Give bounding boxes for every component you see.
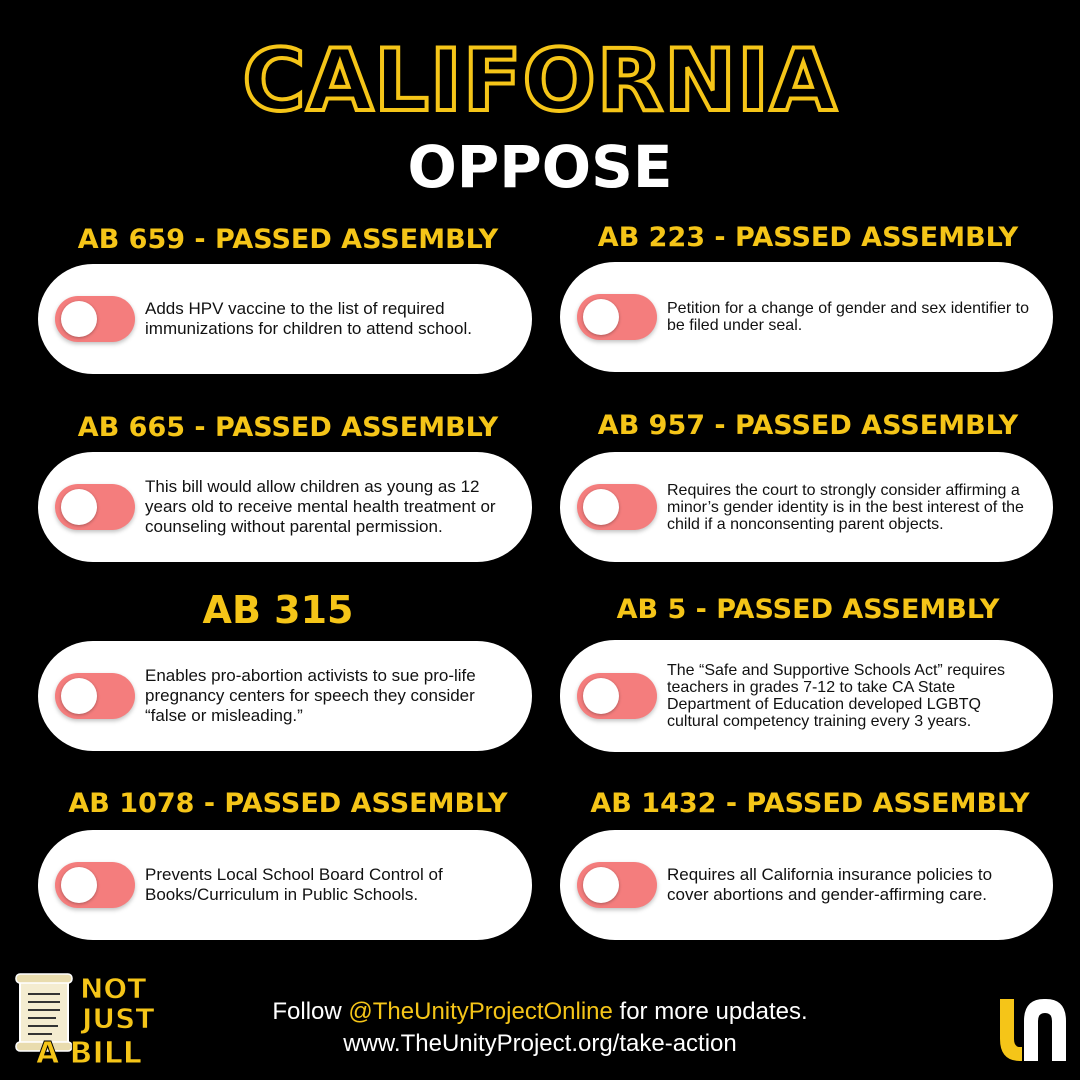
toggle-switch[interactable] bbox=[55, 296, 135, 342]
bill-description: Requires all California insurance policies to cover abortions and gender-affirming care. bbox=[667, 865, 993, 904]
toggle-knob bbox=[583, 867, 619, 903]
bill-heading-ab1078: AB 1078 - PASSED ASSEMBLY bbox=[68, 788, 508, 819]
bill-description: This bill would allow children as young as 12 years old to receive mental health treatment or counseling without parental permission. bbox=[145, 477, 496, 536]
bill-card-ab659 bbox=[38, 264, 532, 374]
footer-follow-prefix: Follow bbox=[272, 998, 349, 1025]
toggle-knob bbox=[61, 301, 97, 337]
bill-heading-ab223: AB 223 - PASSED ASSEMBLY bbox=[597, 222, 1019, 253]
toggle-knob bbox=[583, 678, 619, 714]
bill-card-ab957 bbox=[560, 452, 1053, 562]
bill-description: The “Safe and Supportive Schools Act” requires teachers in grades 7-12 to take CA State Department of Education developed LGBTQ cultural competency training every 3 years. bbox=[667, 662, 1005, 730]
bill-description: Adds HPV vaccine to the list of required immunizations for children to attend school. bbox=[145, 299, 472, 338]
bill-heading-ab659: AB 659 - PASSED ASSEMBLY bbox=[77, 224, 499, 255]
footer-follow-line bbox=[210, 998, 870, 1026]
toggle-switch[interactable] bbox=[55, 484, 135, 530]
bill-heading-ab957: AB 957 - PASSED ASSEMBLY bbox=[597, 410, 1019, 441]
toggle-switch[interactable] bbox=[577, 673, 657, 719]
page-subtitle: OPPOSE bbox=[407, 133, 673, 201]
bill-description: Requires the court to strongly consider affirming a minor’s gender identity is in the best interest of the child if a nonconsenting parent objects. bbox=[667, 481, 1024, 533]
footer-url-link[interactable]: www.TheUnityProject.org/take-action bbox=[343, 1030, 737, 1057]
toggle-knob bbox=[61, 867, 97, 903]
toggle-knob bbox=[61, 489, 97, 525]
logo-text-line1: NOT bbox=[80, 972, 147, 1005]
bill-description: Prevents Local School Board Control of Books/Curriculum in Public Schools. bbox=[145, 865, 443, 904]
bill-card-ab1432 bbox=[560, 830, 1053, 940]
toggle-knob bbox=[583, 489, 619, 525]
not-just-a-bill-logo bbox=[12, 968, 177, 1068]
bill-description: Petition for a change of gender and sex identifier to be filed under seal. bbox=[667, 300, 1030, 334]
bill-heading-ab5: AB 5 - PASSED ASSEMBLY bbox=[616, 594, 1000, 625]
toggle-switch[interactable] bbox=[577, 484, 657, 530]
bill-heading-ab665: AB 665 - PASSED ASSEMBLY bbox=[77, 412, 499, 443]
toggle-switch[interactable] bbox=[577, 862, 657, 908]
bill-card-ab223 bbox=[560, 262, 1053, 372]
social-handle-link[interactable]: @TheUnityProjectOnline bbox=[348, 998, 613, 1025]
logo-text-line3: A BILL bbox=[36, 1036, 142, 1068]
toggle-switch[interactable] bbox=[55, 673, 135, 719]
unity-project-logo-icon bbox=[994, 995, 1072, 1065]
bill-heading-ab1432: AB 1432 - PASSED ASSEMBLY bbox=[590, 788, 1030, 819]
toggle-knob bbox=[583, 299, 619, 335]
toggle-switch[interactable] bbox=[55, 862, 135, 908]
bill-description: Enables pro-abortion activists to sue pro-life pregnancy centers for speech they consider “false or misleading.” bbox=[145, 666, 476, 725]
bill-card-ab665 bbox=[38, 452, 532, 562]
bill-card-ab1078 bbox=[38, 830, 532, 940]
toggle-switch[interactable] bbox=[577, 294, 657, 340]
bill-card-ab315 bbox=[38, 641, 532, 751]
bill-card-ab5 bbox=[560, 640, 1053, 752]
page-title: CALIFORNIA bbox=[242, 31, 838, 131]
footer-follow-suffix: for more updates. bbox=[612, 998, 808, 1025]
logo-text-line2: JUST bbox=[82, 1002, 155, 1035]
bill-heading-ab315: AB 315 bbox=[202, 588, 354, 632]
toggle-knob bbox=[61, 678, 97, 714]
